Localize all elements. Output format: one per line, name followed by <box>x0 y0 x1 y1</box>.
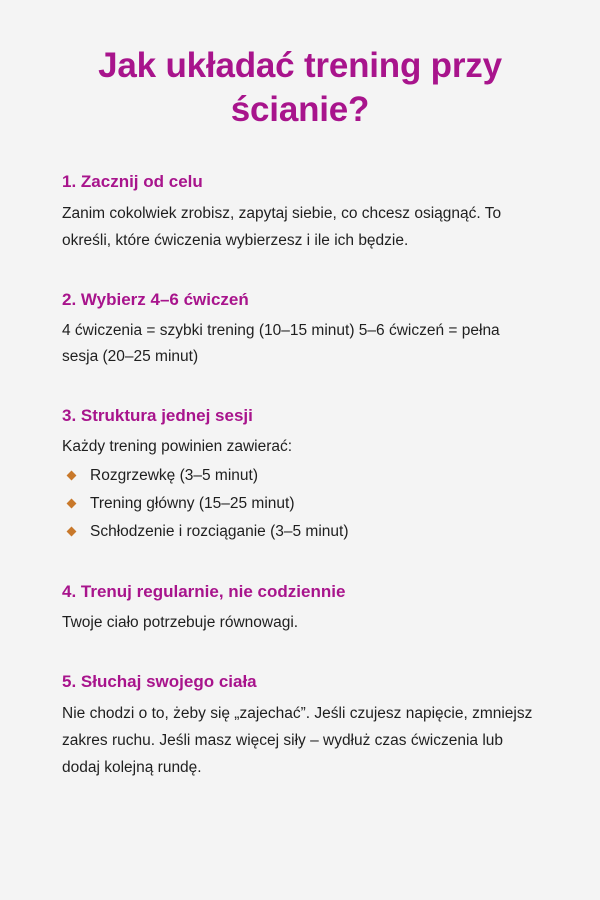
section-2-body: 4 ćwiczenia = szybki trening (10–15 minut) 5–6 ćwiczeń = pełna sesja (20–25 minut) <box>62 322 500 365</box>
list-item-label: Rozgrzewkę (3–5 minut) <box>90 467 258 484</box>
section-4-heading: 4. Trenuj regularnie, nie codziennie <box>62 582 346 601</box>
section-5-heading: 5. Słuchaj swojego ciała <box>62 672 257 691</box>
list-item-label: Trening główny (15–25 minut) <box>90 495 295 512</box>
page-title: Jak układać trening przy ścianie? <box>98 46 502 129</box>
section-spacer-3 <box>62 570 538 580</box>
section-1 <box>62 170 538 254</box>
section-3-bullet-list <box>62 462 538 546</box>
list-item-label: Schłodzenie i rozciąganie (3–5 minut) <box>90 523 349 540</box>
section-4-body: Twoje ciało potrzebuje równowagi. <box>62 614 299 631</box>
section-5 <box>62 670 538 781</box>
list-item <box>62 518 538 546</box>
section-1-heading: 1. Zacznij od celu <box>62 172 203 191</box>
section-4 <box>62 580 538 636</box>
section-3 <box>62 404 538 546</box>
section-2 <box>62 288 538 370</box>
list-item <box>62 490 538 518</box>
diamond-bullet-icon <box>67 527 77 537</box>
section-3-heading: 3. Struktura jednej sesji <box>62 406 253 425</box>
section-spacer-1 <box>62 278 538 288</box>
section-2-heading: 2. Wybierz 4–6 ćwiczeń <box>62 290 249 309</box>
section-spacer-2 <box>62 394 538 404</box>
section-3-body: Każdy trening powinien zawierać: <box>62 438 293 455</box>
section-spacer-4 <box>62 660 538 670</box>
diamond-bullet-icon <box>67 471 77 481</box>
diamond-bullet-icon <box>67 499 77 509</box>
section-5-body: Nie chodzi o to, żeby się „zajechać”. Jeśli czujesz napięcie, zmniejsz zakres ruchu. Jeśli masz więcej siły – wydłuż czas ćwiczenia lub dodaj kolejną rundę. <box>62 705 533 776</box>
section-1-body: Zanim cokolwiek zrobisz, zapytaj siebie, co chcesz osiągnąć. To określi, które ćwiczenia wybierzesz i ile ich będzie. <box>62 205 502 249</box>
list-item <box>62 462 538 490</box>
